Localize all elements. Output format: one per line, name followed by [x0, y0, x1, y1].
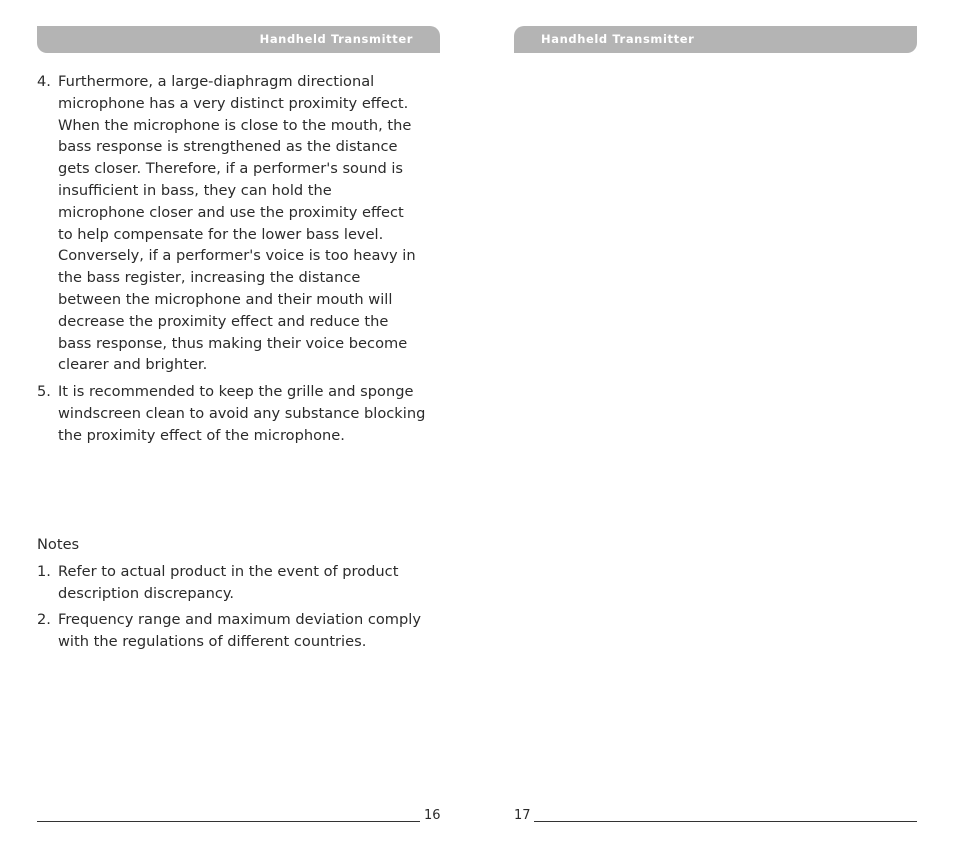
left-page-body	[37, 71, 445, 452]
text-line: with the regulations of different countries.	[58, 633, 367, 651]
text-line: to help compensate for the lower bass level.	[58, 225, 384, 243]
left-page-header	[37, 26, 440, 53]
text-line: It is recommended to keep the grille and sponge	[58, 383, 414, 401]
text-line: microphone closer and use the proximity effect	[58, 203, 404, 221]
right-footer-rule	[534, 821, 917, 822]
list-item-text	[58, 71, 445, 376]
text-line: Refer to actual product in the event of product	[58, 562, 399, 580]
text-line: clearer and brighter.	[58, 356, 208, 374]
text-line: between the microphone and their mouth will	[58, 290, 393, 308]
text-line: decrease the proximity effect and reduce the	[58, 312, 389, 330]
text-line: bass response is strengthened as the distance	[58, 138, 398, 156]
note-text	[58, 609, 445, 653]
text-line: Furthermore, a large-diaphragm directional	[58, 73, 375, 90]
notes-title: Notes	[37, 536, 80, 553]
right-page-header	[514, 26, 917, 53]
text-line: the bass register, increasing the distance	[58, 269, 361, 287]
list-item-text	[58, 381, 445, 446]
left-header-title: Handheld Transmitter	[259, 32, 413, 46]
list-item-4	[37, 71, 445, 376]
notes-section	[37, 534, 445, 658]
note-item-2	[37, 609, 445, 653]
left-footer-rule	[37, 821, 420, 822]
list-item-5	[37, 381, 445, 446]
text-line: insufficient in bass, they can hold the	[58, 181, 332, 199]
right-page-number: 17	[514, 808, 531, 823]
note-text	[58, 561, 445, 605]
text-line: windscreen clean to avoid any substance blocking	[58, 404, 426, 422]
text-line: bass response, thus making their voice become	[58, 334, 408, 352]
note-number: 1.	[37, 562, 51, 580]
text-line: Conversely, if a performer's voice is too heavy in	[58, 247, 416, 265]
note-number: 2.	[37, 611, 51, 629]
left-page-number: 16	[424, 808, 441, 823]
text-line: description discrepancy.	[58, 584, 235, 602]
text-line: microphone has a very distinct proximity effect.	[58, 94, 409, 112]
text-line: gets closer. Therefore, if a performer's sound is	[58, 160, 404, 178]
text-line: the proximity effect of the microphone.	[58, 426, 345, 444]
list-item-number: 5.	[37, 383, 51, 401]
text-line: When the microphone is close to the mouth, the	[58, 116, 412, 134]
text-line: Frequency range and maximum deviation comply	[58, 611, 421, 629]
list-item-number: 4.	[37, 73, 51, 90]
note-item-1	[37, 561, 445, 605]
right-header-title: Handheld Transmitter	[541, 32, 695, 46]
